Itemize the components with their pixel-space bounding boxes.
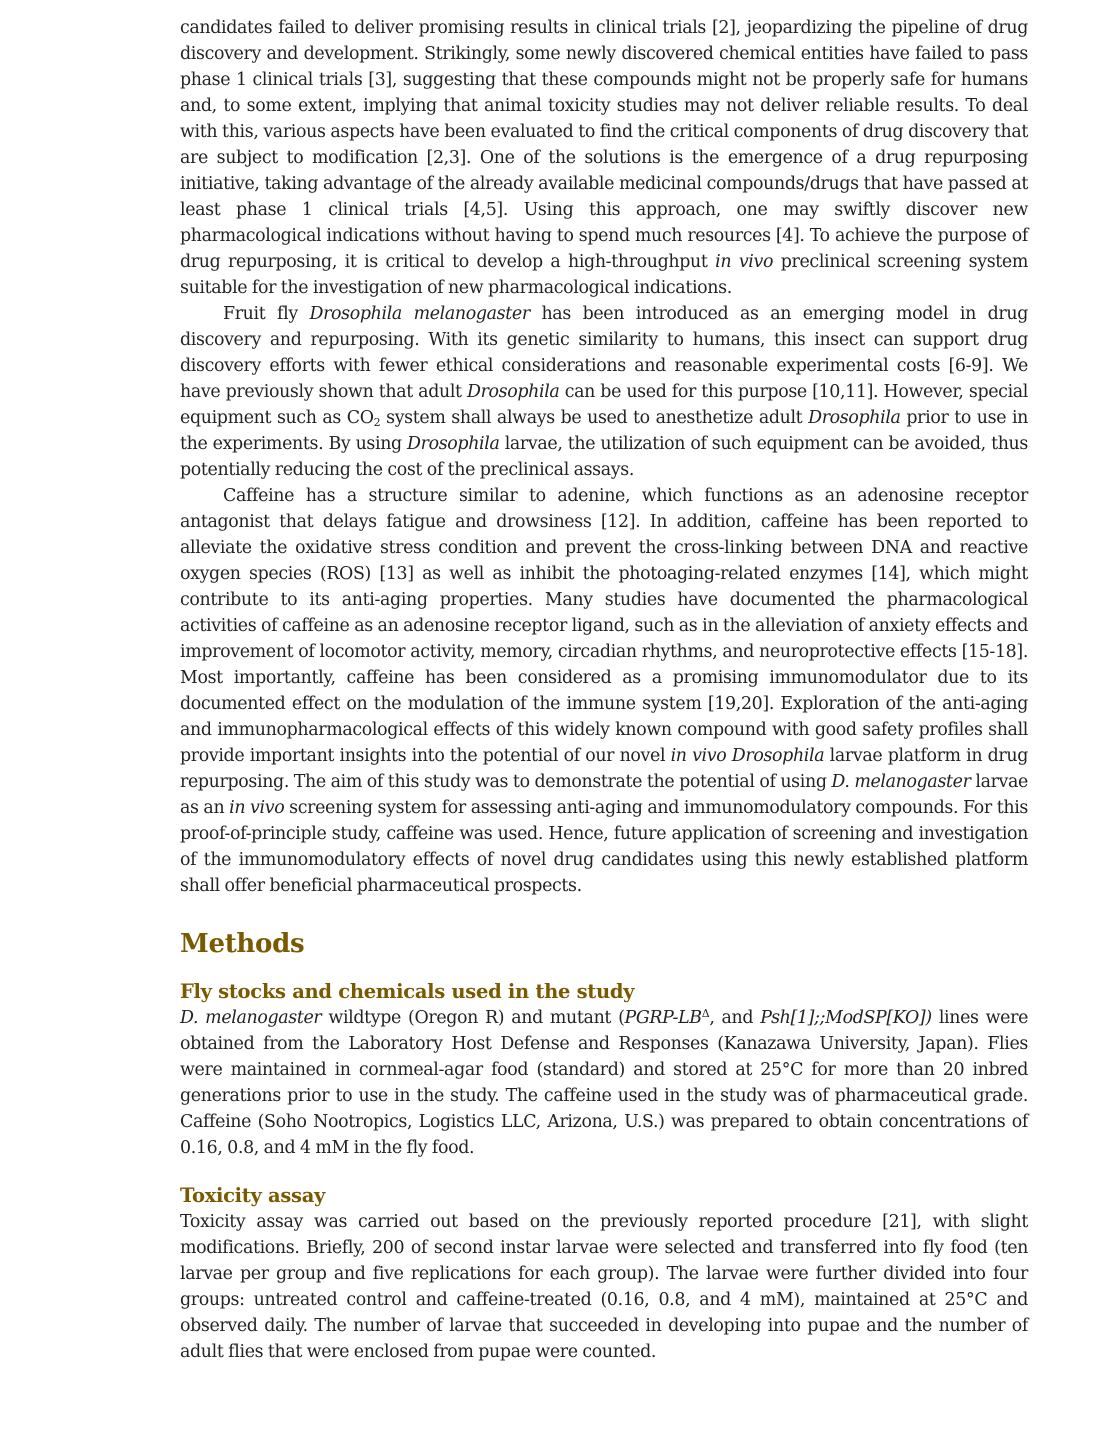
- intro-paragraph-3: Caffeine has a structure similar to adenine, which functions as an adenosine receptor antagonist that delays fatigue and drowsiness [12]. In addition, caffeine has been reported to alleviate the oxidative stress condition and prevent the cross-linking between DNA and reactive oxygen species (ROS) [13] as well as inhibit the photoaging-related enzymes [14], which might contribute to its anti-aging properties. Many studies have documented the pharmacological activities of caffeine as an adenosine receptor ligand, such as in the alleviation of anxiety effects and improvement of locomotor activity, memory, circadian rhythms, and neuroprotective effects [15-18]. Most importantly, caffeine has been considered as a promising immunomodulator due to its documented effect on the modulation of the immune system [19,20]. Exploration of the anti-aging and immunopharmacological effects of this widely known compound with good safety profiles shall provide important insights into the potential of our novel in vivo Drosophila larvae platform in drug repurposing. The aim of this study was to demonstrate the potential of using D. melanogaster larvae as an in vivo screening system for assessing anti-aging and immunomodulatory compounds. For this proof-of-principle study, caffeine was used. Hence, future application of screening and investigation of the immunomodulatory effects of novel drug candidates using this newly established platform shall offer beneficial pharmaceutical prospects.: [180, 486, 1028, 896]
- fly-stocks-paragraph: D. melanogaster wildtype (Oregon R) and mutant ($PGRP-LB^\Delta$, and Psh[1];;ModSP[KO]) lines were obtained from the Laboratory Host Defense and Responses (Kanazawa University, Japan). Flies were maintained in cornmeal-agar food (standard) and stored at 25°C for more than 20 inbred generations prior to use in the study. The caffeine used in the study was of pharmaceutical grade. Caffeine (Soho Nootropics, Logistics LLC, Arizona, U.S.) was prepared to obtain concentrations of 0.16, 0.8, and 4 mM in the fly food.: [180, 1007, 1029, 1158]
- methods-heading: Methods: [180, 929, 305, 959]
- fly-stocks-heading: Fly stocks and chemicals used in the study: [180, 980, 635, 1003]
- paper-page: [180, 15, 1028, 1365]
- intro-paragraph-2: Fruit fly Drosophila melanogaster has been introduced as an emerging model in drug discovery and repurposing. With its genetic similarity to humans, this insect can support drug discovery efforts with fewer ethical considerations and reasonable experimental costs [6-9]. We have previously shown that adult Drosophila can be used for this purpose [10,11]. However, special equipment such as $CO_2$ system shall always be used to anesthetize adult Drosophila prior to use in the experiments. By using Drosophila larvae, the utilization of such equipment can be avoided, thus potentially reducing the cost of the preclinical assays.: [180, 304, 1029, 480]
- intro-paragraph-1: candidates failed to deliver promising results in clinical trials [2], jeopardizing the pipeline of drug discovery and development. Strikingly, some newly discovered chemical entities have failed to pass phase 1 clinical trials [3], suggesting that these compounds might not be properly safe for humans and, to some extent, implying that animal toxicity studies may not deliver reliable results. To deal with this, various aspects have been evaluated to find the critical components of drug discovery that are subject to modification [2,3]. One of the solutions is the emergence of a drug repurposing initiative, taking advantage of the already available medicinal compounds/drugs that have passed at least phase 1 clinical trials [4,5]. Using this approach, one may swiftly discover new pharmacological indications without having to spend much resources [4]. To achieve the purpose of drug repurposing, it is critical to develop a high-throughput in vivo preclinical screening system suitable for the investigation of new pharmacological indications.: [180, 18, 1028, 298]
- toxicity-assay-heading: Toxicity assay: [180, 1184, 326, 1207]
- toxicity-assay-paragraph: Toxicity assay was carried out based on the previously reported procedure [21], with slight modifications. Briefly, 200 of second instar larvae were selected and transferred into fly food (ten larvae per group and five replications for each group). The larvae were further divided into four groups: untreated control and caffeine-treated (0.16, 0.8, and 4 mM), maintained at 25°C and observed daily. The number of larvae that succeeded in developing into pupae and the number of adult flies that were enclosed from pupae were counted.: [180, 1212, 1028, 1362]
